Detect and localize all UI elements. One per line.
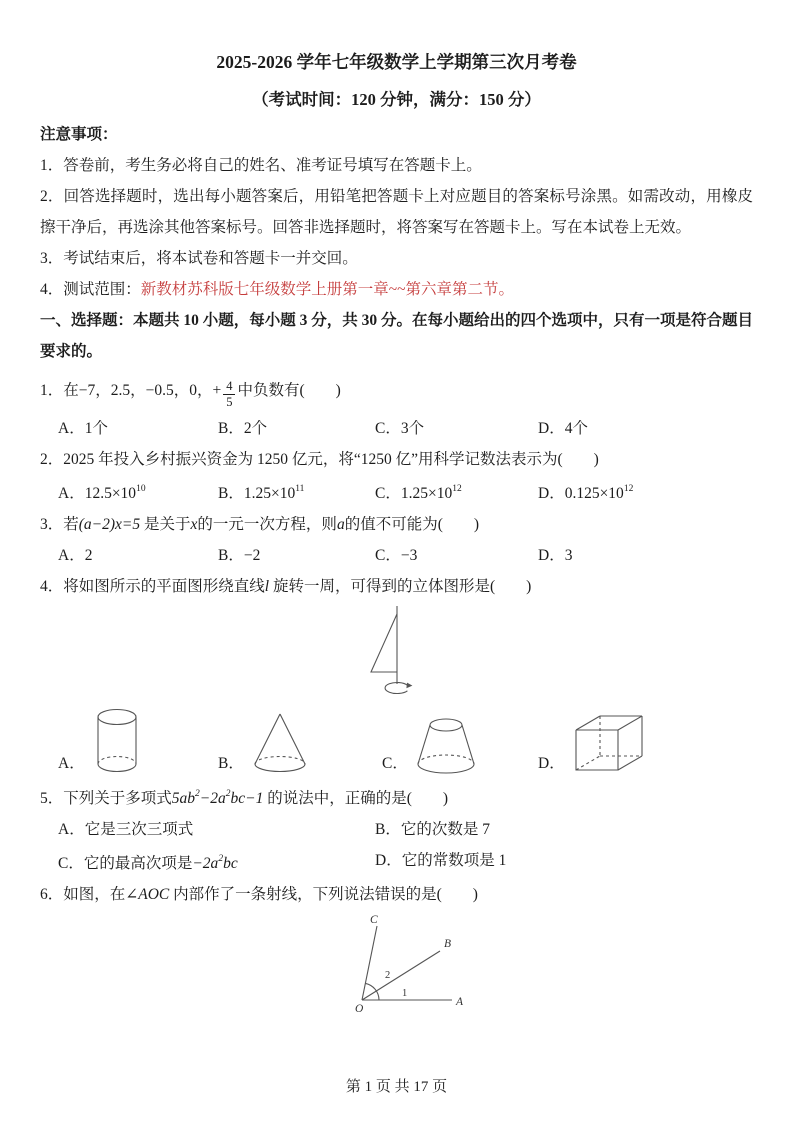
notice-item-3: 3．考试结束后，将本试卷和答题卡一并交回。 [40, 249, 358, 267]
question-4-option-d [538, 710, 753, 774]
question-2-option-d: D．$0.125\times 10^{12}$ [538, 483, 634, 502]
polynomial-expression: $5ab^2-2a^2bc-1$ [171, 788, 264, 807]
question-1-options [40, 413, 753, 444]
question-4-option-a [58, 708, 218, 774]
notice-item-4-label: 4．测试范围： [40, 280, 141, 298]
point-a-label: A [455, 996, 463, 1009]
question-1-stem: 1．在−7，2.5，−0.5，0，+ $\frac{4}{5}$ 中负数有( ) [40, 378, 341, 409]
question-3-option-b: B．−2 [218, 546, 261, 564]
question-4-option-a-label: A． [58, 754, 85, 772]
question-5-option-d: D．它的常数项是 1 [375, 851, 507, 869]
angle-2-label: 2 [384, 970, 390, 982]
section-1-heading: 一、选择题：本题共 10 小题，每小题 3 分，共 30 分。在每小题给出的四个选项中，只有一项是符合题目要求的。 [40, 311, 754, 360]
question-4-option-c-label: C． [382, 754, 408, 772]
question-6-stem: 6．如图，在∠AOC 内部作了一条射线，下列说法错误的是( ) [40, 886, 478, 904]
fraction-four-fifths: $\frac{4}{5}$ [223, 379, 235, 410]
question-5-option-a: A．它是三次三项式 [58, 820, 194, 838]
question-4-option-b-label: B． [218, 754, 244, 772]
question-4-option-c [375, 714, 538, 774]
question-3-options [40, 540, 753, 571]
question-6-figure [40, 912, 753, 1016]
notice-item-4 [40, 274, 753, 305]
angle-1-label: 1 [401, 988, 407, 1000]
question-4-options [40, 708, 753, 774]
question-5-option-b: B．它的次数是 7 [375, 820, 490, 838]
point-o-label: O [354, 1003, 363, 1016]
angle-aoc-symbol: ∠AOC [125, 886, 170, 904]
angle-rays-figure [322, 912, 472, 1016]
notice-heading: 注意事项： [40, 125, 118, 143]
point-b-label: B [443, 938, 451, 951]
cone-figure [251, 710, 309, 774]
question-5-stem: 5．下列关于多项式$5ab^2-2a^2bc-1$ 的说法中，正确的是( ) [40, 788, 449, 807]
question-4-stem: 4．将如图所示的平面图形绕直线l 旋转一周，可得到的立体图形是( ) [40, 577, 532, 595]
page-number-footer: 第 1 页 共 17 页 [345, 1079, 448, 1095]
line-l-symbol: l [264, 577, 270, 595]
question-1-option-a: A．1个 [58, 419, 108, 437]
question-3-stem: 3．若(a−2)x=5 是关于x的一元一次方程，则a的值不可能为( ) [40, 515, 480, 533]
notice-item-4-test-range: 新教材苏科版七年级数学上册第一章~~第六章第二节。 [140, 280, 515, 298]
question-2-option-b: B．$1.25\times 10^{11}$ [218, 483, 305, 502]
question-2-option-c: C．$1.25\times 10^{12}$ [375, 483, 462, 502]
question-1-option-b: B．2个 [218, 419, 268, 437]
question-2-options [40, 475, 753, 509]
question-5-option-c: C．它的最高次项是$-2a^2bc$ [58, 853, 238, 873]
question-2-option-a: A．$12.5\times 10^{10}$ [58, 483, 146, 502]
question-5-options-row-1 [40, 814, 753, 845]
question-2-stem: 2．2025 年投入乡村振兴资金为 1250 亿元，将“1250 亿”用科学记数法表示为( ) [40, 450, 599, 468]
page-title: 2025-2026 学年七年级数学上学期第三次月考卷 [216, 52, 577, 72]
question-4-figure [40, 604, 753, 700]
question-4-option-d-label: D． [538, 754, 565, 772]
cylinder-figure [92, 708, 142, 774]
cuboid-figure [572, 710, 648, 774]
question-3-option-c: C．−3 [375, 546, 418, 564]
question-1-option-c: C．3个 [375, 419, 425, 437]
notice-item-1: 1．答卷前，考生务必将自己的姓名、准考证号填写在答题卡上。 [40, 156, 482, 174]
question-3-option-a: A．2 [58, 546, 93, 564]
point-c-label: C [369, 914, 378, 927]
rotation-axis-triangle-figure [337, 604, 457, 700]
frustum-figure [415, 714, 477, 774]
question-5-options-row-2 [40, 845, 753, 879]
equation-a-minus-2-x: (a−2)x=5 [78, 515, 141, 533]
notice-item-2: 2．回答选择题时，选出每小题答案后，用铅笔把答题卡上对应题目的答案标号涂黑。如需改动，用橡皮擦干净后，再选涂其他答案标号。回答非选择题时，将答案写在答题卡上。写在本试卷上无效。 [40, 187, 753, 236]
question-3-option-d: D．3 [538, 546, 573, 564]
question-1-option-d: D．4个 [538, 419, 588, 437]
question-4-option-b [218, 710, 375, 774]
exam-info-subtitle: （考试时间：120 分钟，满分：150 分） [252, 89, 541, 109]
notice-block [40, 119, 753, 305]
